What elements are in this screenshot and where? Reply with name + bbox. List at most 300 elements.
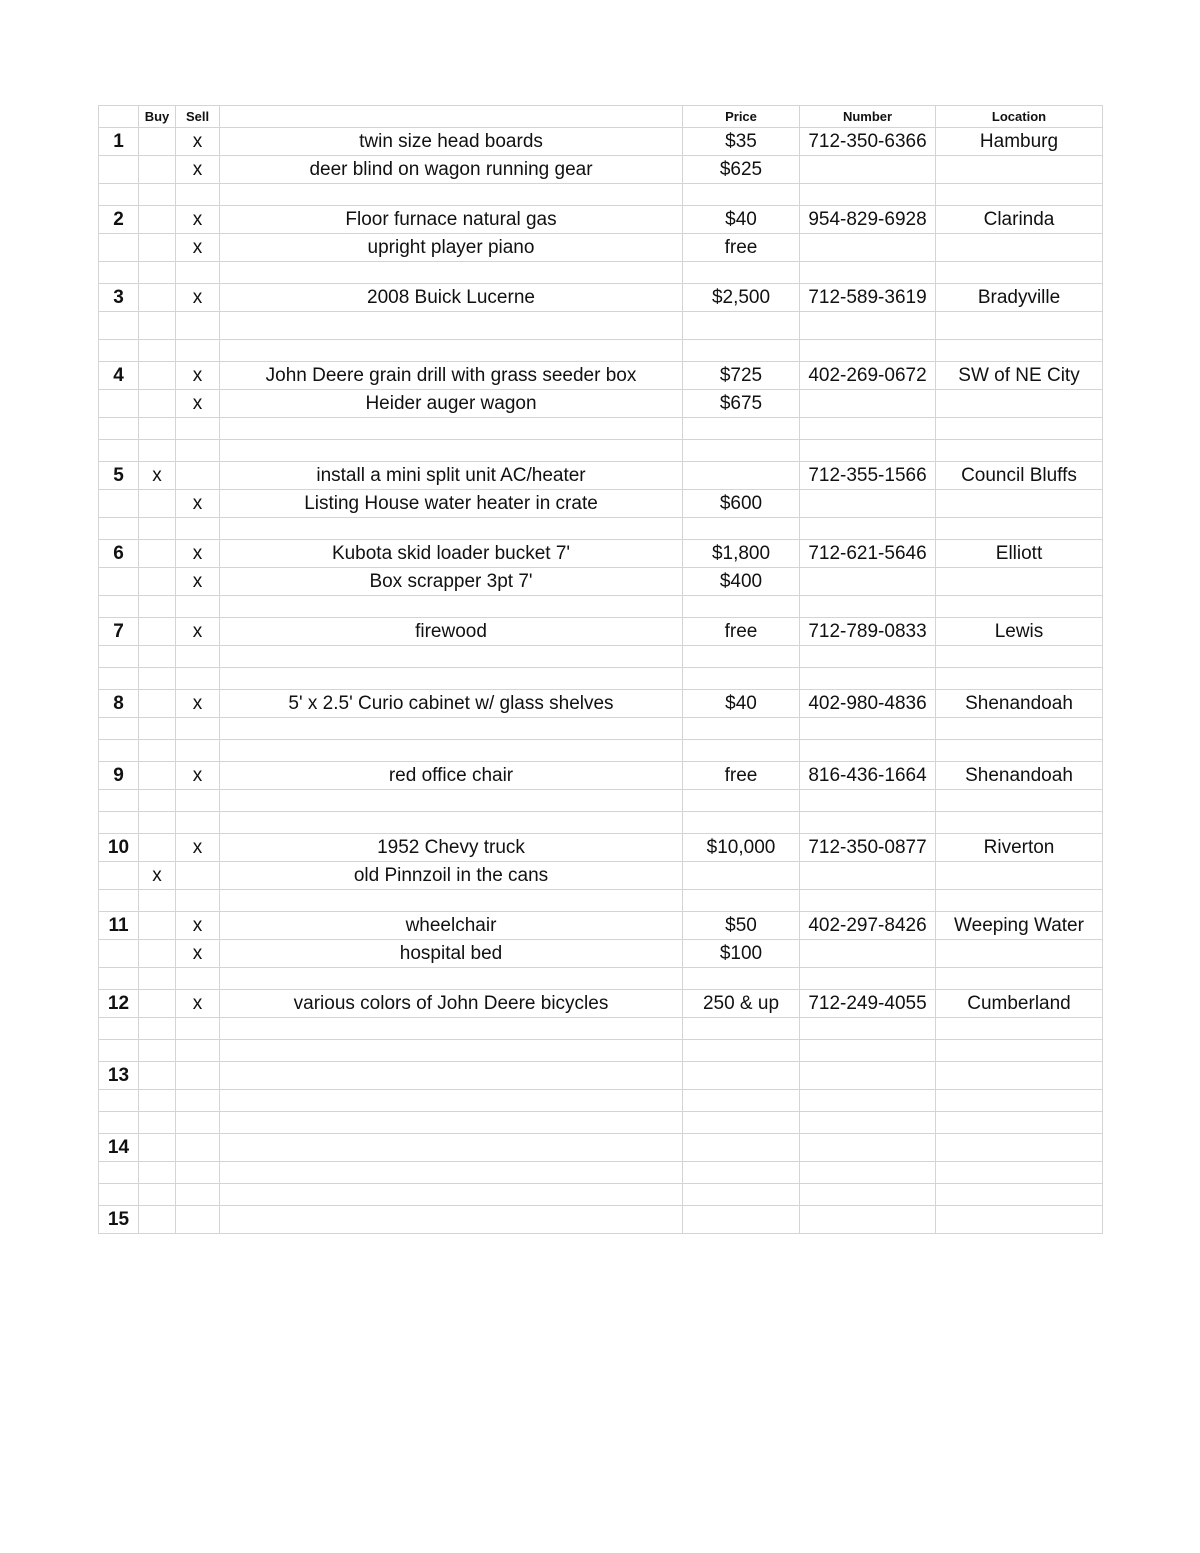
price-cell (683, 1134, 800, 1162)
location-cell (936, 156, 1103, 184)
table-row (99, 834, 1103, 862)
buy-cell (139, 184, 176, 206)
buy-cell (139, 128, 176, 156)
phone-cell: 402-297-8426 (800, 912, 936, 940)
table-row (99, 206, 1103, 234)
price-cell (683, 518, 800, 540)
price-cell (683, 1018, 800, 1040)
price-cell: $100 (683, 940, 800, 968)
row-number-cell (99, 1090, 139, 1112)
item-cell (220, 968, 683, 990)
buy-cell (139, 362, 176, 390)
price-cell: free (683, 234, 800, 262)
item-cell (220, 418, 683, 440)
row-number-cell (99, 340, 139, 362)
buy-cell (139, 418, 176, 440)
buy-cell (139, 596, 176, 618)
sell-cell: x (176, 568, 220, 596)
location-cell: Riverton (936, 834, 1103, 862)
sell-cell: x (176, 762, 220, 790)
location-cell (936, 312, 1103, 340)
item-cell: wheelchair (220, 912, 683, 940)
row-number-cell (99, 740, 139, 762)
sell-cell: x (176, 284, 220, 312)
phone-cell: 402-269-0672 (800, 362, 936, 390)
phone-cell (800, 340, 936, 362)
buy-cell (139, 690, 176, 718)
spacer-row (99, 812, 1103, 834)
location-cell: Elliott (936, 540, 1103, 568)
buy-cell: x (139, 862, 176, 890)
table-row (99, 362, 1103, 390)
item-cell (220, 1162, 683, 1184)
price-cell (683, 184, 800, 206)
spacer-row (99, 1162, 1103, 1184)
buy-cell (139, 1112, 176, 1134)
row-number-cell (99, 596, 139, 618)
location-cell (936, 390, 1103, 418)
location-cell: Shenandoah (936, 690, 1103, 718)
table-row (99, 156, 1103, 184)
header-sell: Sell (176, 106, 220, 128)
location-cell (936, 1184, 1103, 1206)
row-number-cell: 5 (99, 462, 139, 490)
phone-cell: 712-589-3619 (800, 284, 936, 312)
location-cell (936, 940, 1103, 968)
buy-cell (139, 990, 176, 1018)
price-cell (683, 262, 800, 284)
location-cell (936, 234, 1103, 262)
sell-cell: x (176, 234, 220, 262)
sell-cell (176, 1018, 220, 1040)
item-cell (220, 790, 683, 812)
phone-cell (800, 156, 936, 184)
location-cell (936, 1040, 1103, 1062)
sell-cell (176, 1162, 220, 1184)
location-cell (936, 340, 1103, 362)
buy-cell (139, 340, 176, 362)
location-cell (936, 668, 1103, 690)
row-number-cell (99, 390, 139, 418)
row-number-cell (99, 568, 139, 596)
buy-cell (139, 234, 176, 262)
item-cell (220, 262, 683, 284)
location-cell (936, 718, 1103, 740)
header-item (220, 106, 683, 128)
sell-cell (176, 262, 220, 284)
item-cell (220, 1134, 683, 1162)
sell-cell (176, 1040, 220, 1062)
location-cell (936, 1112, 1103, 1134)
price-cell (683, 1112, 800, 1134)
phone-cell (800, 718, 936, 740)
row-number-cell: 3 (99, 284, 139, 312)
location-cell (936, 440, 1103, 462)
price-cell (683, 1062, 800, 1090)
buy-cell (139, 834, 176, 862)
price-cell (683, 1162, 800, 1184)
phone-cell (800, 890, 936, 912)
spacer-row (99, 1040, 1103, 1062)
price-cell (683, 862, 800, 890)
phone-cell (800, 568, 936, 596)
location-cell (936, 184, 1103, 206)
buy-cell (139, 1040, 176, 1062)
location-cell (936, 646, 1103, 668)
table-row (99, 912, 1103, 940)
header-number: Number (800, 106, 936, 128)
phone-cell: 954-829-6928 (800, 206, 936, 234)
item-cell: various colors of John Deere bicycles (220, 990, 683, 1018)
location-cell: Council Bluffs (936, 462, 1103, 490)
item-cell: Box scrapper 3pt 7' (220, 568, 683, 596)
sell-cell: x (176, 490, 220, 518)
price-cell: free (683, 762, 800, 790)
sell-cell (176, 340, 220, 362)
table-row (99, 568, 1103, 596)
location-cell: Weeping Water (936, 912, 1103, 940)
price-cell: $675 (683, 390, 800, 418)
row-number-cell: 8 (99, 690, 139, 718)
sell-cell (176, 596, 220, 618)
buy-cell (139, 568, 176, 596)
price-cell: free (683, 618, 800, 646)
price-cell: $600 (683, 490, 800, 518)
table-row (99, 462, 1103, 490)
item-cell: John Deere grain drill with grass seeder box (220, 362, 683, 390)
phone-cell (800, 1062, 936, 1090)
price-cell: $2,500 (683, 284, 800, 312)
phone-cell (800, 440, 936, 462)
buy-cell (139, 518, 176, 540)
item-cell (220, 1018, 683, 1040)
spacer-row (99, 1018, 1103, 1040)
sell-cell (176, 718, 220, 740)
sell-cell (176, 1206, 220, 1234)
sell-cell (176, 440, 220, 462)
buy-cell (139, 1062, 176, 1090)
location-cell: Cumberland (936, 990, 1103, 1018)
row-number-cell (99, 890, 139, 912)
phone-cell (800, 940, 936, 968)
buy-cell (139, 390, 176, 418)
sell-cell (176, 812, 220, 834)
price-cell (683, 1206, 800, 1234)
spacer-row (99, 184, 1103, 206)
phone-cell (800, 490, 936, 518)
sell-cell: x (176, 834, 220, 862)
spacer-row (99, 418, 1103, 440)
price-cell (683, 340, 800, 362)
price-cell (683, 668, 800, 690)
sell-cell (176, 1184, 220, 1206)
buy-cell: x (139, 462, 176, 490)
row-number-cell: 2 (99, 206, 139, 234)
price-cell: 250 & up (683, 990, 800, 1018)
phone-cell (800, 968, 936, 990)
phone-cell (800, 262, 936, 284)
phone-cell (800, 234, 936, 262)
buy-cell (139, 1206, 176, 1234)
table-row (99, 234, 1103, 262)
spacer-row (99, 518, 1103, 540)
item-cell (220, 812, 683, 834)
item-cell (220, 740, 683, 762)
phone-cell (800, 812, 936, 834)
sell-cell: x (176, 940, 220, 968)
spacer-row (99, 740, 1103, 762)
phone-cell: 712-249-4055 (800, 990, 936, 1018)
item-cell: install a mini split unit AC/heater (220, 462, 683, 490)
sell-cell: x (176, 618, 220, 646)
table-row (99, 990, 1103, 1018)
phone-cell (800, 1112, 936, 1134)
sell-cell (176, 462, 220, 490)
sell-cell: x (176, 690, 220, 718)
row-number-cell (99, 312, 139, 340)
sell-cell (176, 312, 220, 340)
row-number-cell: 12 (99, 990, 139, 1018)
price-cell (683, 312, 800, 340)
price-cell: $40 (683, 690, 800, 718)
row-number-cell (99, 1112, 139, 1134)
buy-cell (139, 940, 176, 968)
price-cell (683, 968, 800, 990)
location-cell (936, 568, 1103, 596)
item-cell: twin size head boards (220, 128, 683, 156)
buy-cell (139, 206, 176, 234)
phone-cell: 712-355-1566 (800, 462, 936, 490)
price-cell (683, 790, 800, 812)
price-cell (683, 1184, 800, 1206)
phone-cell (800, 790, 936, 812)
price-cell (683, 1040, 800, 1062)
price-cell: $35 (683, 128, 800, 156)
item-cell: red office chair (220, 762, 683, 790)
phone-cell (800, 312, 936, 340)
row-number-cell: 6 (99, 540, 139, 568)
buy-cell (139, 890, 176, 912)
spacer-row (99, 340, 1103, 362)
row-number-cell (99, 518, 139, 540)
price-cell: $1,800 (683, 540, 800, 568)
table-row (99, 762, 1103, 790)
location-cell (936, 1090, 1103, 1112)
buy-cell (139, 668, 176, 690)
sell-cell (176, 418, 220, 440)
row-number-cell (99, 262, 139, 284)
row-number-cell: 13 (99, 1062, 139, 1090)
header-row (99, 106, 1103, 128)
buy-cell (139, 490, 176, 518)
item-cell (220, 890, 683, 912)
location-cell: SW of NE City (936, 362, 1103, 390)
location-cell: Lewis (936, 618, 1103, 646)
location-cell (936, 890, 1103, 912)
row-number-cell: 9 (99, 762, 139, 790)
table-row (99, 1062, 1103, 1090)
location-cell (936, 862, 1103, 890)
buy-cell (139, 312, 176, 340)
phone-cell (800, 668, 936, 690)
location-cell (936, 1206, 1103, 1234)
location-cell (936, 262, 1103, 284)
buy-cell (139, 968, 176, 990)
sell-cell: x (176, 156, 220, 184)
row-number-cell (99, 1018, 139, 1040)
header-num (99, 106, 139, 128)
item-cell: Floor furnace natural gas (220, 206, 683, 234)
buy-cell (139, 618, 176, 646)
location-cell: Clarinda (936, 206, 1103, 234)
table-row (99, 618, 1103, 646)
table-row (99, 1206, 1103, 1234)
phone-cell: 402-980-4836 (800, 690, 936, 718)
item-cell: firewood (220, 618, 683, 646)
phone-cell (800, 518, 936, 540)
row-number-cell (99, 156, 139, 184)
price-cell (683, 596, 800, 618)
phone-cell: 816-436-1664 (800, 762, 936, 790)
price-cell (683, 1090, 800, 1112)
location-cell (936, 1062, 1103, 1090)
price-cell: $50 (683, 912, 800, 940)
price-cell: $400 (683, 568, 800, 596)
buy-cell (139, 156, 176, 184)
buy-cell (139, 646, 176, 668)
table-row (99, 390, 1103, 418)
spacer-row (99, 968, 1103, 990)
item-cell (220, 518, 683, 540)
price-cell (683, 418, 800, 440)
item-cell: deer blind on wagon running gear (220, 156, 683, 184)
row-number-cell (99, 968, 139, 990)
table-row (99, 284, 1103, 312)
sell-cell (176, 862, 220, 890)
location-cell: Shenandoah (936, 762, 1103, 790)
location-cell: Hamburg (936, 128, 1103, 156)
row-number-cell (99, 440, 139, 462)
table-row (99, 312, 1103, 340)
price-cell: $625 (683, 156, 800, 184)
price-cell (683, 646, 800, 668)
phone-cell (800, 1040, 936, 1062)
sell-cell: x (176, 990, 220, 1018)
item-cell (220, 718, 683, 740)
phone-cell (800, 418, 936, 440)
row-number-cell (99, 862, 139, 890)
sell-cell (176, 646, 220, 668)
row-number-cell (99, 668, 139, 690)
spacer-row (99, 890, 1103, 912)
table-row (99, 862, 1103, 890)
phone-cell (800, 646, 936, 668)
row-number-cell (99, 490, 139, 518)
header-price: Price (683, 106, 800, 128)
table-row (99, 1134, 1103, 1162)
phone-cell: 712-789-0833 (800, 618, 936, 646)
row-number-cell: 4 (99, 362, 139, 390)
row-number-cell: 14 (99, 1134, 139, 1162)
header-buy: Buy (139, 106, 176, 128)
item-cell (220, 1184, 683, 1206)
item-cell (220, 668, 683, 690)
row-number-cell (99, 790, 139, 812)
row-number-cell (99, 940, 139, 968)
location-cell (936, 1162, 1103, 1184)
location-cell (936, 518, 1103, 540)
spacer-row (99, 1090, 1103, 1112)
table-row (99, 940, 1103, 968)
spacer-row (99, 262, 1103, 284)
phone-cell: 712-621-5646 (800, 540, 936, 568)
phone-cell: 712-350-6366 (800, 128, 936, 156)
item-cell (220, 646, 683, 668)
spacer-row (99, 596, 1103, 618)
row-number-cell (99, 1040, 139, 1062)
table-row (99, 540, 1103, 568)
sell-cell (176, 668, 220, 690)
sell-cell: x (176, 540, 220, 568)
price-cell (683, 740, 800, 762)
item-cell (220, 184, 683, 206)
item-cell: upright player piano (220, 234, 683, 262)
sell-cell: x (176, 206, 220, 234)
sell-cell (176, 1062, 220, 1090)
sell-cell (176, 518, 220, 540)
table-row (99, 490, 1103, 518)
phone-cell (800, 1018, 936, 1040)
phone-cell (800, 740, 936, 762)
buy-cell (139, 790, 176, 812)
phone-cell (800, 184, 936, 206)
buy-cell (139, 912, 176, 940)
item-cell: 2008 Buick Lucerne (220, 284, 683, 312)
table-row (99, 690, 1103, 718)
phone-cell (800, 1206, 936, 1234)
spacer-row (99, 790, 1103, 812)
row-number-cell (99, 1162, 139, 1184)
spacer-row (99, 646, 1103, 668)
buy-cell (139, 284, 176, 312)
location-cell: Bradyville (936, 284, 1103, 312)
spacer-row (99, 1112, 1103, 1134)
row-number-cell: 11 (99, 912, 139, 940)
buy-cell (139, 262, 176, 284)
sell-cell: x (176, 362, 220, 390)
row-number-cell: 10 (99, 834, 139, 862)
item-cell (220, 1112, 683, 1134)
spacer-row (99, 1184, 1103, 1206)
location-cell (936, 790, 1103, 812)
location-cell (936, 1018, 1103, 1040)
item-cell (220, 340, 683, 362)
sell-cell (176, 890, 220, 912)
row-number-cell (99, 646, 139, 668)
row-number-cell: 15 (99, 1206, 139, 1234)
buy-cell (139, 540, 176, 568)
buy-cell (139, 1018, 176, 1040)
item-cell: Kubota skid loader bucket 7' (220, 540, 683, 568)
location-cell (936, 596, 1103, 618)
buy-cell (139, 762, 176, 790)
sell-cell (176, 740, 220, 762)
buy-cell (139, 1162, 176, 1184)
item-cell: 5' x 2.5' Curio cabinet w/ glass shelves (220, 690, 683, 718)
price-cell (683, 890, 800, 912)
header-location: Location (936, 106, 1103, 128)
sell-cell: x (176, 128, 220, 156)
